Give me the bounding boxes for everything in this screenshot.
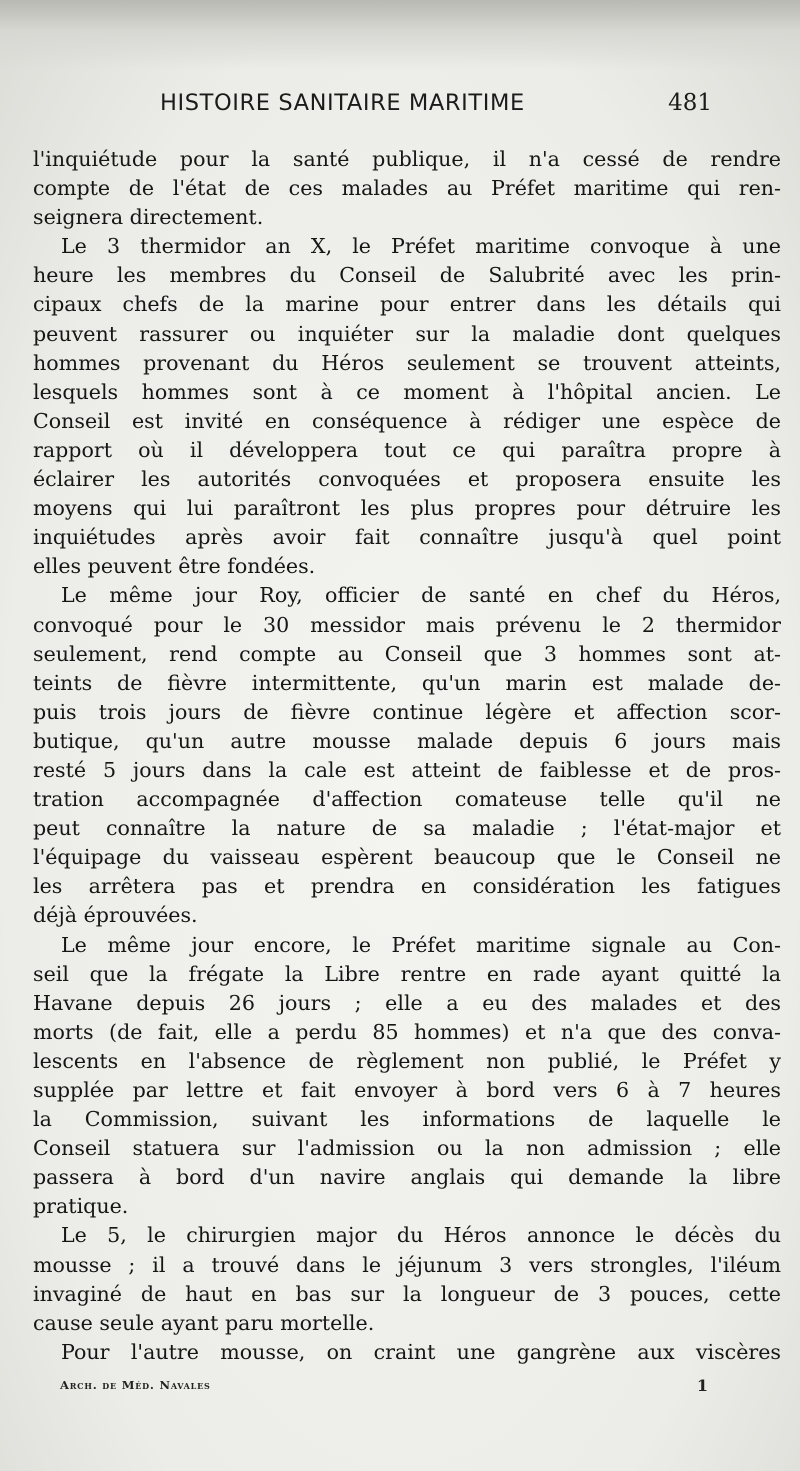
text-line: tration accompagnée d'affection comateuse telle qu'il ne (33, 787, 781, 812)
text-line: Le 5, le chirurgien major du Héros annonce le décès du (61, 1223, 781, 1248)
text-line: éclairer les autorités convoquées et proposera ensuite les (33, 467, 781, 492)
text-line: passera à bord d'un navire anglais qui demande la libre (33, 1165, 781, 1190)
text-line: hommes provenant du Héros seulement se trouvent atteints, (33, 350, 781, 375)
text-line: invaginé de haut en bas sur la longueur de 3 pouces, cette (33, 1281, 781, 1306)
signature-mark: 1 (696, 1376, 708, 1395)
text-line: la Commission, suivant les informations de laquelle le (33, 1107, 781, 1132)
text-line: teints de fièvre intermittente, qu'un marin est malade de- (33, 670, 781, 695)
text-line: mousse ; il a trouvé dans le jéjunum 3 vers strongles, l'iléum (33, 1252, 781, 1277)
text-line: Havane depuis 26 jours ; elle a eu des malades et des (33, 990, 781, 1015)
running-head (0, 90, 800, 126)
text-line: déjà éprouvées. (33, 903, 198, 928)
text-line: resté 5 jours dans la cale est atteint de faiblesse et de pros- (33, 757, 781, 782)
body-text (33, 145, 781, 1367)
text-line: pratique. (33, 1194, 129, 1219)
text-line: convoqué pour le 30 messidor mais prévenu le 2 thermidor (33, 612, 781, 637)
text-line: cause seule ayant paru mortelle. (33, 1310, 375, 1335)
text-line: les arrêtera pas et prendra en considération les fatigues (33, 874, 781, 899)
text-line: inquiétudes après avoir fait connaître jusqu'à quel point (33, 525, 781, 550)
running-title: HISTOIRE SANITAIRE MARITIME (160, 90, 525, 116)
text-line: Le 3 thermidor an X, le Préfet maritime convoque à une (61, 234, 781, 259)
text-line: rapport où il développera tout ce qui paraîtra propre à (33, 437, 781, 462)
text-line: supplée par lettre et fait envoyer à bord vers 6 à 7 heures (33, 1078, 781, 1102)
text-line: lescents en l'absence de règlement non publié, le Préfet y (33, 1048, 781, 1073)
text-line: seil que la frégate la Libre rentre en rade ayant quitté la (33, 961, 781, 986)
text-line: morts (de fait, elle a perdu 85 hommes) et n'a que des conva- (33, 1019, 781, 1044)
text-line: lesquels hommes sont à ce moment à l'hôpital ancien. Le (33, 379, 781, 404)
text-line: butique, qu'un autre mousse malade depuis 6 jours mais (33, 728, 781, 753)
text-line: Pour l'autre mousse, on craint une gangrène aux viscères (61, 1339, 781, 1364)
text-line: Le même jour encore, le Préfet maritime signale au Con- (61, 932, 781, 957)
text-line: l'inquiétude pour la santé publique, il n'a cessé de rendre (33, 147, 781, 171)
text-line: seulement, rend compte au Conseil que 3 hommes sont at- (33, 641, 781, 666)
text-line: peuvent rassurer ou inquiéter sur la maladie dont quelques (33, 321, 781, 346)
text-line: cipaux chefs de la marine pour entrer dans les détails qui (33, 292, 781, 317)
text-line: puis trois jours de fièvre continue légère et affection scor- (33, 699, 781, 724)
text-line: Le même jour Roy, officier de santé en chef du Héros, (61, 583, 781, 608)
journal-signature: Arch. de Méd. Navales (60, 1378, 211, 1392)
text-line: Conseil est invité en conséquence à rédiger une espèce de (33, 408, 781, 433)
text-line: seignera directement. (33, 205, 264, 230)
text-line: compte de l'état de ces malades au Préfet maritime qui ren- (33, 176, 781, 201)
text-line: Conseil statuera sur l'admission ou la non admission ; elle (33, 1136, 781, 1161)
text-line: elles peuvent être fondées. (33, 554, 316, 579)
page-number: 481 (668, 90, 712, 116)
scan-shadow (0, 0, 800, 70)
page-footer (0, 1378, 800, 1402)
text-line: moyens qui lui paraîtront les plus propres pour détruire les (33, 496, 781, 521)
text-line: l'équipage du vaisseau espèrent beaucoup que le Conseil ne (33, 845, 781, 870)
text-line: peut connaître la nature de sa maladie ; l'état-major et (33, 816, 781, 841)
text-line: heure les membres du Conseil de Salubrité avec les prin- (33, 263, 781, 288)
